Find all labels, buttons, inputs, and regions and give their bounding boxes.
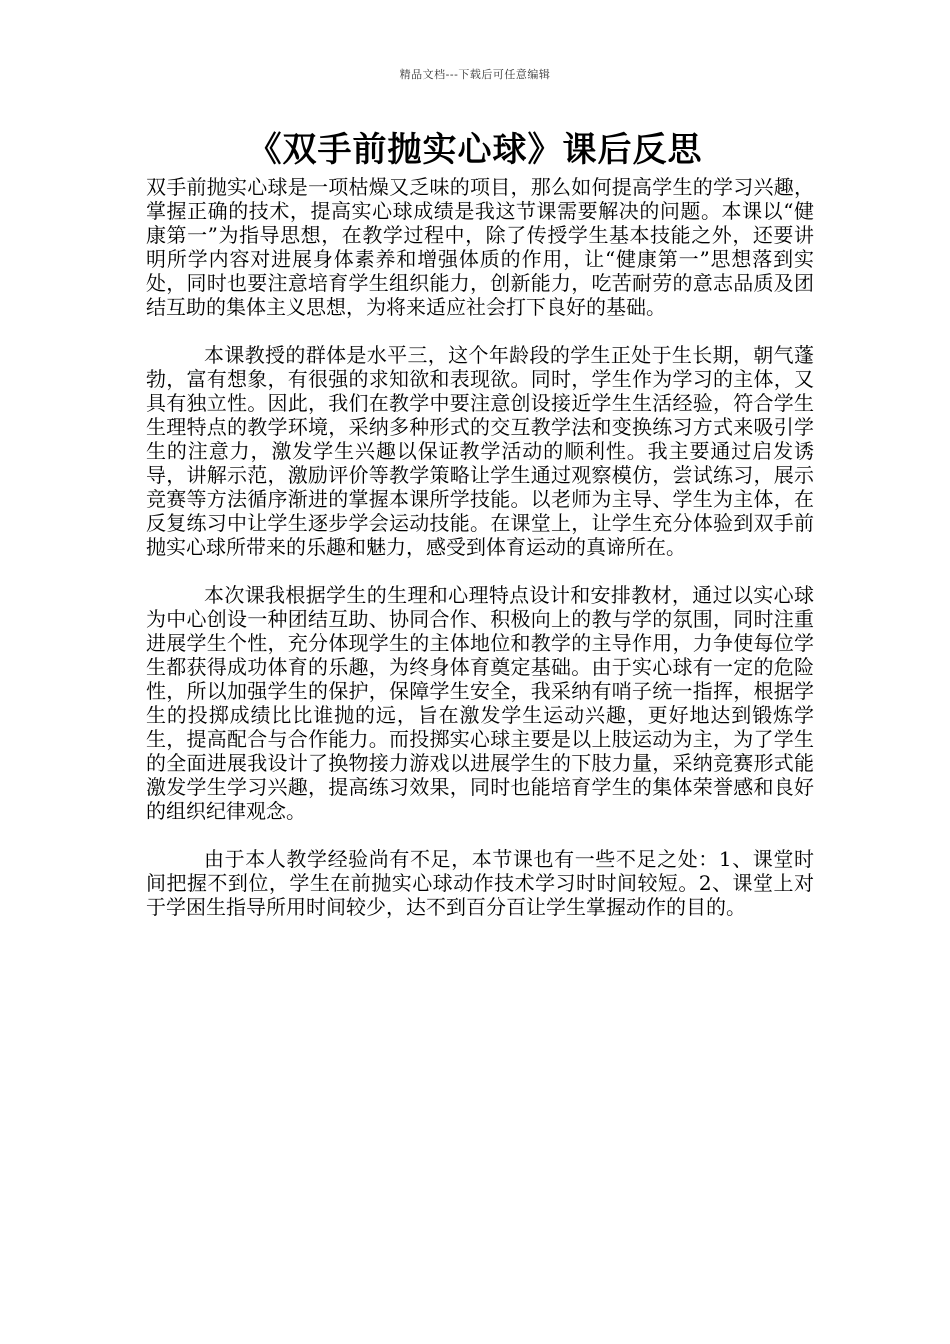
paragraph-design: 本次课我根据学生的生理和心理特点设计和安排教材，通过以实心球为中心创设一种团结互助、协同合作、积极向上的教与学的氛围，同时注重进展学生个性，充分体现学生的主体地位和教学的主导作用，力争使每位学生都获得成功体育的乐趣，为终身体育奠定基础。由于实心球有一定的危险性，所以加强学生的保护，保障学生安全，我采纳有哨子统一指挥，根据学生的投掷成绩比比谁抛的远，旨在激发学生运动兴趣，更好地达到锻炼学生，提高配合与合作能力。而投掷实心球主要是以上肢运动为主，为了学生的全面进展我设计了换物接力游戏以进展学生的下肢力量，采纳竞赛形式能激发学生学习兴趣，提高练习效果，同时也能培育学生的集体荣誉感和良好的组织纪律观念。 [146,583,814,823]
document-body [146,175,814,919]
paragraph-intro: 双手前抛实心球是一项枯燥又乏味的项目，那么如何提高学生的学习兴趣，掌握正确的技术，提高实心球成绩是我这节课需要解决的问题。本课以“健康第一”为指导思想，在教学过程中，除了传授学生基本技能之外，还要讲明所学内容对进展身体素养和增强体质的作用，让“健康第一”思想落到实处，同时也要注意培育学生组织能力，创新能力，吃苦耐劳的意志品质及团结互助的集体主义思想，为将来适应社会打下良好的基础。 [146,175,814,319]
paragraph-shortcomings: 由于本人教学经验尚有不足，本节课也有一些不足之处：1、课堂时间把握不到位，学生在前抛实心球动作技术学习时时间较短。2、课堂上对于学困生指导所用时间较少，达不到百分百让学生掌握动作的目的。 [146,847,814,919]
header-note: 精品文档---下载后可任意编辑 [399,68,551,81]
paragraph-gap [146,319,814,343]
document-title: 《双手前抛实心球》课后反思 [247,130,703,170]
paragraph-gap [146,823,814,847]
paragraph-learners: 本课教授的群体是水平三，这个年龄段的学生正处于生长期，朝气蓬勃，富有想象，有很强的求知欲和表现欲。同时，学生作为学习的主体，又具有独立性。因此，我们在教学中要注意创设接近学生生活经验，符合学生生理特点的教学环境，采纳多种形式的交互教学法和变换练习方式来吸引学生的注意力，激发学生兴趣以保证教学活动的顺利性。我主要通过启发诱导，讲解示范，激励评价等教学策略让学生通过观察模仿，尝试练习，展示竞赛等方法循序渐进的掌握本课所学技能。以老师为主导、学生为主体，在反复练习中让学生逐步学会运动技能。在课堂上，让学生充分体验到双手前抛实心球所带来的乐趣和魅力，感受到体育运动的真谛所在。 [146,343,814,559]
paragraph-gap [146,559,814,583]
